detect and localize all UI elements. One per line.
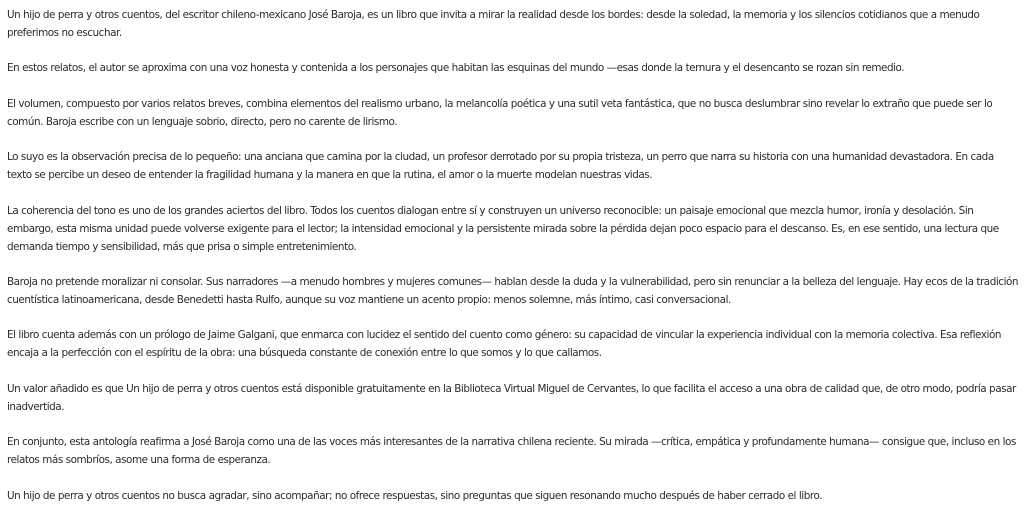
paragraph: El libro cuenta además con un prólogo de Jaime Galgani, que enmarca con lucidez el sentido del cuento como género: su capacidad de vincular la experiencia individual con la memoria colectiva. Esa reflexión encaja a la perfección con el espíritu de la obra: una búsqueda constante de conexión entre lo que somos y lo que callamos. xyxy=(7,329,1001,360)
paragraph: Un hijo de perra y otros cuentos no busca agradar, sino acompañar; no ofrece respuestas, sino preguntas que siguen resonando mucho después de haber cerrado el libro. xyxy=(7,489,823,502)
article-body xyxy=(7,6,1021,505)
paragraph: Baroja no pretende moralizar ni consolar. Sus narradores —a menudo hombres y mujeres comunes— hablan desde la duda y la vulnerabilidad, pero sin renunciar a la belleza del lenguaje. Hay ecos de la tradición cuentística latinoamericana, desde Benedetti hasta Rulfo, aunque su voz mantiene un acento propio: menos solemne, más íntimo, casi conversacional. xyxy=(7,275,1019,306)
paragraph: Un valor añadido es que Un hijo de perra y otros cuentos está disponible gratuitamente en la Biblioteca Virtual Miguel de Cervantes, lo que facilita el acceso a una obra de calidad que, de otro modo, podría pasar inadvertida. xyxy=(7,382,1016,413)
paragraph: En estos relatos, el autor se aproxima con una voz honesta y contenida a los personajes que habitan las esquinas del mundo —esas donde la ternura y el desencanto se rozan sin remedio. xyxy=(7,62,905,75)
paragraph: Lo suyo es la observación precisa de lo pequeño: una anciana que camina por la ciudad, un profesor derrotado por su propia tristeza, un perro que narra su historia con una humanidad devastadora. En cada texto se percibe un deseo de entender la fragilidad humana y la manera en que la rutina, el amor o la muerte modelan nuestras vidas. xyxy=(7,151,994,182)
paragraph: Un hijo de perra y otros cuentos, del escritor chileno-mexicano José Baroja, es un libro que invita a mirar la realidad desde los bordes: desde la soledad, la memoria y los silencios cotidianos que a menudo preferimos no escuchar. xyxy=(7,9,980,39)
paragraph: En conjunto, esta antología reafirma a José Baroja como una de las voces más interesantes de la narrativa chilena reciente. Su mirada —crítica, empática y profundamente humana— consigue que, incluso en los relatos más sombríos, asome una forma de esperanza. xyxy=(7,436,1016,467)
paragraph: El volumen, compuesto por varios relatos breves, combina elementos del realismo urbano, la melancolía poética y una sutil veta fantástica, que no busca deslumbrar sino revelar lo extraño que puede ser lo común. Baroja escribe con un lenguaje sobrio, directo, pero no carente de lirismo. xyxy=(7,97,993,128)
paragraph: La coherencia del tono es uno de los grandes aciertos del libro. Todos los cuentos dialogan entre sí y construyen un universo reconocible: un paisaje emocional que mezcla humor, ironía y desolación. Sin embargo, esta misma unidad puede volverse exigente para el lector; la intensidad emocional y la persistente mirada sobre la pérdida dejan poco espacio para el descanso. Es, en ese sentido, una lectura que demanda tiempo y sensibilidad, más que prisa o simple entretenimiento. xyxy=(7,204,999,253)
